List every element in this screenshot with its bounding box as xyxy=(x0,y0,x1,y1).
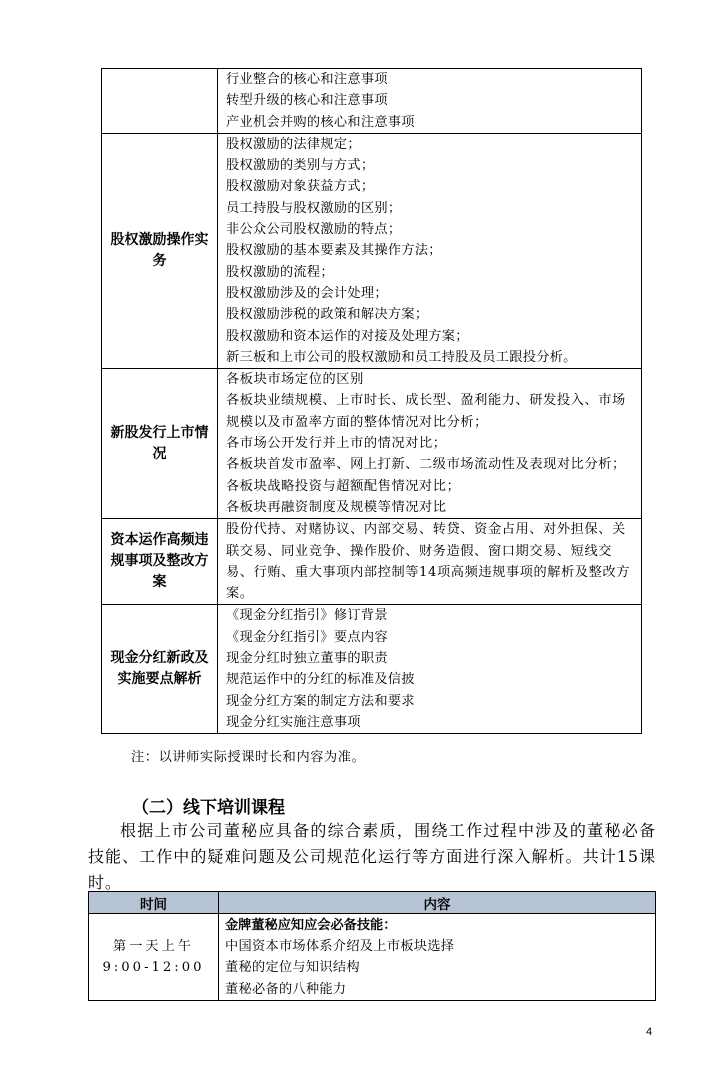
list-item: 股权激励对象获益方式； xyxy=(226,179,375,195)
list-item: 各板块首发市盈率、网上打新、二级市场流动性及表现对比分析； xyxy=(226,457,626,473)
content-subtitle: 金牌董秘应知应会必备技能： xyxy=(225,918,397,933)
list-item: 股权激励的法律规定； xyxy=(226,136,361,152)
section-body-paragraph: 根据上市公司董秘应具备的综合素质，围绕工作过程中涉及的董秘必备技能、工作中的疑难问题及公司规范化运行等方面进行深入解析。共计15课时。 xyxy=(88,821,656,892)
table-row xyxy=(102,69,642,134)
column-header-time: 时间 xyxy=(89,892,219,914)
list-item: 股权激励涉及的会计处理； xyxy=(226,285,388,301)
list-item: 股权激励的基本要素及其操作方法； xyxy=(226,243,442,259)
list-item: 各板块战略投资与超额配售情况对比； xyxy=(226,478,461,494)
items-cell xyxy=(218,369,642,519)
category-cell-empty xyxy=(102,69,218,134)
items-cell xyxy=(218,519,642,605)
list-item: 股权激励的类别与方式； xyxy=(226,158,375,174)
category-cell: 资本运作高频违规事项及整改方案 xyxy=(102,519,218,605)
table-note: 注：以讲师实际授课时长和内容为准。 xyxy=(131,750,366,765)
category-cell: 新股发行上市情况 xyxy=(102,369,218,519)
list-item: 现金分红方案的制定方法和要求 xyxy=(226,693,415,709)
course-outline-table xyxy=(101,68,642,734)
page-number: 4 xyxy=(646,1026,653,1038)
table-row xyxy=(89,914,656,1001)
list-item: 员工持股与股权激励的区别； xyxy=(226,200,402,216)
table-row xyxy=(102,605,642,734)
violations-text: 股份代持、对赌协议、内部交易、转贷、资金占用、对外担保、关联交易、同业竞争、操作股价、财务造假、窗口期交易、短线交易、行贿、重大事项内部控制等14项高频违规事项的解析及整改方案。 xyxy=(226,522,631,602)
list-item: 各市场公开发行并上市的情况对比； xyxy=(226,436,447,452)
table-row xyxy=(102,519,642,605)
list-item: 董秘的定位与知识结构 xyxy=(225,960,360,976)
column-header-content: 内容 xyxy=(219,892,656,914)
list-item: 《现金分红指引》修订背景 xyxy=(226,608,388,624)
section-heading: （二）线下培训课程 xyxy=(132,798,285,818)
list-item: 股权激励的流程； xyxy=(226,264,334,280)
list-item: 现金分红实施注意事项 xyxy=(226,714,361,730)
list-item: 现金分红时独立董事的职责 xyxy=(226,651,388,667)
table-header-row xyxy=(89,892,656,914)
list-item: 转型升级的核心和注意事项 xyxy=(226,93,388,109)
list-item: 产业机会并购的核心和注意事项 xyxy=(226,114,415,130)
content-cell xyxy=(219,914,656,1001)
list-item: 新三板和上市公司的股权激励和员工持股及员工跟投分析。 xyxy=(226,349,577,365)
items-cell xyxy=(218,69,642,134)
list-item: 各板块再融资制度及规模等情况对比 xyxy=(226,499,447,515)
list-item: 《现金分红指引》要点内容 xyxy=(226,629,388,645)
list-item: 中国资本市场体系介绍及上市板块选择 xyxy=(225,939,455,954)
items-cell xyxy=(218,133,642,368)
items-cell xyxy=(218,605,642,734)
table-row xyxy=(102,133,642,368)
list-item: 董秘必备的八种能力 xyxy=(225,981,347,997)
list-item: 各板块业绩规模、上市时长、成长型、盈利能力、研发投入、市场规模以及市盈率方面的整体情况对比分析； xyxy=(226,393,626,430)
table-row xyxy=(102,369,642,519)
category-cell: 现金分红新政及实施要点解析 xyxy=(102,605,218,734)
list-item: 股权激励涉税的政策和解决方案； xyxy=(226,307,429,323)
list-item: 各板块市场定位的区别 xyxy=(226,372,364,388)
time-cell: 第一天上午9:00-12:00 xyxy=(89,914,219,1001)
list-item: 股权激励和资本运作的对接及处理方案； xyxy=(226,328,469,344)
category-cell: 股权激励操作实务 xyxy=(102,133,218,368)
offline-course-table xyxy=(88,891,656,1001)
list-item: 规范运作中的分红的标准及信披 xyxy=(226,672,415,688)
list-item: 非公众公司股权激励的特点； xyxy=(226,222,402,238)
list-item: 行业整合的核心和注意事项 xyxy=(226,72,388,87)
